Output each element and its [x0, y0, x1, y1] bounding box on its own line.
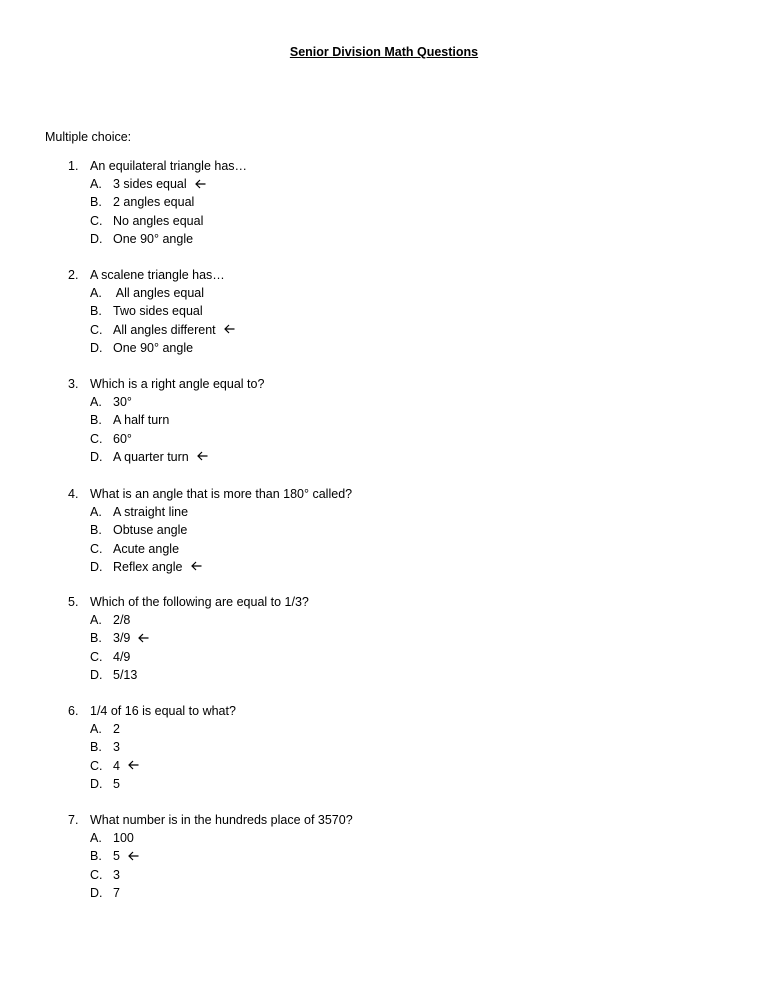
- question-text: What number is in the hundreds place of 3570?: [90, 813, 353, 827]
- question-number: 4.: [68, 487, 79, 501]
- section-heading: Multiple choice:: [45, 130, 132, 144]
- answer-option: [68, 884, 668, 902]
- left-arrow-icon: [195, 179, 206, 189]
- option-text: [113, 757, 139, 775]
- option-text: [113, 775, 120, 793]
- question-line: [68, 157, 668, 175]
- answer-option: [68, 193, 668, 211]
- question-item: [68, 485, 668, 576]
- option-letter: C.: [90, 541, 103, 556]
- option-letter: D.: [90, 667, 103, 682]
- option-text: [113, 666, 137, 684]
- option-label: 3/9: [113, 631, 131, 646]
- option-letter: B.: [90, 849, 102, 864]
- option-letter: A.: [90, 395, 102, 410]
- question-number: 3.: [68, 377, 79, 391]
- option-letter: D.: [90, 776, 103, 791]
- option-label: 2: [113, 722, 120, 737]
- option-label: All angles equal: [113, 286, 205, 301]
- question-text: Which is a right angle equal to?: [90, 377, 265, 391]
- answer-option: [68, 629, 668, 647]
- answer-option: [68, 175, 668, 193]
- option-label: One 90° angle: [113, 231, 194, 246]
- answer-option: [68, 321, 668, 339]
- option-letter: C.: [90, 322, 103, 337]
- question-item: [68, 593, 668, 684]
- answer-option: [68, 611, 668, 629]
- option-text: [113, 302, 203, 320]
- option-text: [113, 393, 132, 411]
- option-label: 2 angles equal: [113, 195, 195, 210]
- question-line: [68, 593, 668, 611]
- option-letter: B.: [90, 740, 102, 755]
- option-text: [113, 339, 193, 357]
- question-line: [68, 811, 668, 829]
- question-number: 1.: [68, 159, 79, 173]
- question-number: 7.: [68, 813, 79, 827]
- left-arrow-icon: [197, 451, 208, 461]
- option-letter: A.: [90, 831, 102, 846]
- question-line: [68, 702, 668, 720]
- answer-option: [68, 411, 668, 429]
- option-letter: B.: [90, 523, 102, 538]
- option-label: A half turn: [113, 413, 170, 428]
- option-label: No angles equal: [113, 213, 204, 228]
- option-label: 60°: [113, 431, 132, 446]
- option-text: [113, 829, 134, 847]
- answer-option: [68, 284, 668, 302]
- option-text: [113, 884, 120, 902]
- option-text: [113, 540, 179, 558]
- option-text: [113, 448, 208, 466]
- question-item: [68, 811, 668, 902]
- option-label: 7: [113, 885, 120, 900]
- option-label: 5: [113, 776, 120, 791]
- option-label: 5/13: [113, 667, 138, 682]
- answer-option: [68, 666, 668, 684]
- option-label: 100: [113, 831, 134, 846]
- question-text: Which of the following are equal to 1/3?: [90, 595, 309, 609]
- option-label: 4: [113, 758, 120, 773]
- option-label: 3: [113, 740, 120, 755]
- option-letter: D.: [90, 449, 103, 464]
- answer-option: [68, 503, 668, 521]
- answer-option: [68, 829, 668, 847]
- answer-option: [68, 540, 668, 558]
- answer-option: [68, 212, 668, 230]
- option-text: [113, 503, 188, 521]
- answer-option: [68, 521, 668, 539]
- option-label: 5: [113, 849, 120, 864]
- option-letter: D.: [90, 231, 103, 246]
- option-label: A straight line: [113, 505, 189, 520]
- option-label: Acute angle: [113, 541, 180, 556]
- option-text: [113, 629, 149, 647]
- option-text: [113, 430, 132, 448]
- question-item: [68, 157, 668, 248]
- option-letter: C.: [90, 867, 103, 882]
- question-item: [68, 702, 668, 793]
- question-text: 1/4 of 16 is equal to what?: [90, 704, 236, 718]
- option-label: All angles different: [113, 322, 216, 337]
- answer-option: [68, 302, 668, 320]
- option-text: [113, 321, 235, 339]
- option-label: Two sides equal: [113, 304, 203, 319]
- option-letter: B.: [90, 631, 102, 646]
- answer-option: [68, 558, 668, 576]
- answer-option: [68, 230, 668, 248]
- option-label: One 90° angle: [113, 340, 194, 355]
- option-letter: C.: [90, 758, 103, 773]
- question-number: 6.: [68, 704, 79, 718]
- question-line: [68, 485, 668, 503]
- option-text: [113, 720, 120, 738]
- answer-option: [68, 847, 668, 865]
- page-title: Senior Division Math Questions: [289, 45, 479, 59]
- option-text: [113, 847, 139, 865]
- option-letter: B.: [90, 304, 102, 319]
- answer-option: [68, 775, 668, 793]
- option-label: Obtuse angle: [113, 523, 188, 538]
- option-text: [113, 738, 120, 756]
- answer-option: [68, 448, 668, 466]
- question-line: [68, 266, 668, 284]
- question-text: A scalene triangle has…: [90, 268, 225, 282]
- option-letter: C.: [90, 431, 103, 446]
- option-text: [113, 866, 120, 884]
- option-letter: B.: [90, 413, 102, 428]
- left-arrow-icon: [224, 324, 235, 334]
- left-arrow-icon: [128, 851, 139, 861]
- answer-option: [68, 430, 668, 448]
- option-label: Reflex angle: [113, 559, 183, 574]
- question-item: [68, 375, 668, 466]
- option-label: 4/9: [113, 649, 131, 664]
- option-letter: C.: [90, 649, 103, 664]
- answer-option: [68, 393, 668, 411]
- option-letter: D.: [90, 559, 103, 574]
- option-label: 30°: [113, 395, 132, 410]
- option-label: 2/8: [113, 613, 131, 628]
- question-text: What is an angle that is more than 180° called?: [90, 487, 353, 501]
- option-letter: B.: [90, 195, 102, 210]
- option-letter: A.: [90, 722, 102, 737]
- option-letter: A.: [90, 286, 102, 301]
- answer-option: [68, 648, 668, 666]
- option-label: 3: [113, 867, 120, 882]
- option-label: 3 sides equal: [113, 177, 187, 192]
- left-arrow-icon: [138, 633, 149, 643]
- option-letter: A.: [90, 613, 102, 628]
- option-letter: D.: [90, 885, 103, 900]
- answer-option: [68, 866, 668, 884]
- question-item: [68, 266, 668, 357]
- option-letter: A.: [90, 505, 102, 520]
- left-arrow-icon: [128, 760, 139, 770]
- answer-option: [68, 339, 668, 357]
- option-text: [113, 175, 206, 193]
- question-number: 2.: [68, 268, 79, 282]
- option-text: [113, 284, 204, 302]
- question-number: 5.: [68, 595, 79, 609]
- option-text: [113, 521, 187, 539]
- option-text: [113, 648, 130, 666]
- option-text: [113, 193, 194, 211]
- option-text: [113, 611, 130, 629]
- answer-option: [68, 720, 668, 738]
- option-text: [113, 558, 202, 576]
- option-text: [113, 230, 193, 248]
- option-letter: D.: [90, 340, 103, 355]
- answer-option: [68, 757, 668, 775]
- option-label: A quarter turn: [113, 449, 189, 464]
- answer-option: [68, 738, 668, 756]
- option-letter: A.: [90, 177, 102, 192]
- left-arrow-icon: [191, 561, 202, 571]
- option-letter: C.: [90, 213, 103, 228]
- option-text: [113, 212, 203, 230]
- question-text: An equilateral triangle has…: [90, 159, 248, 173]
- question-line: [68, 375, 668, 393]
- option-text: [113, 411, 169, 429]
